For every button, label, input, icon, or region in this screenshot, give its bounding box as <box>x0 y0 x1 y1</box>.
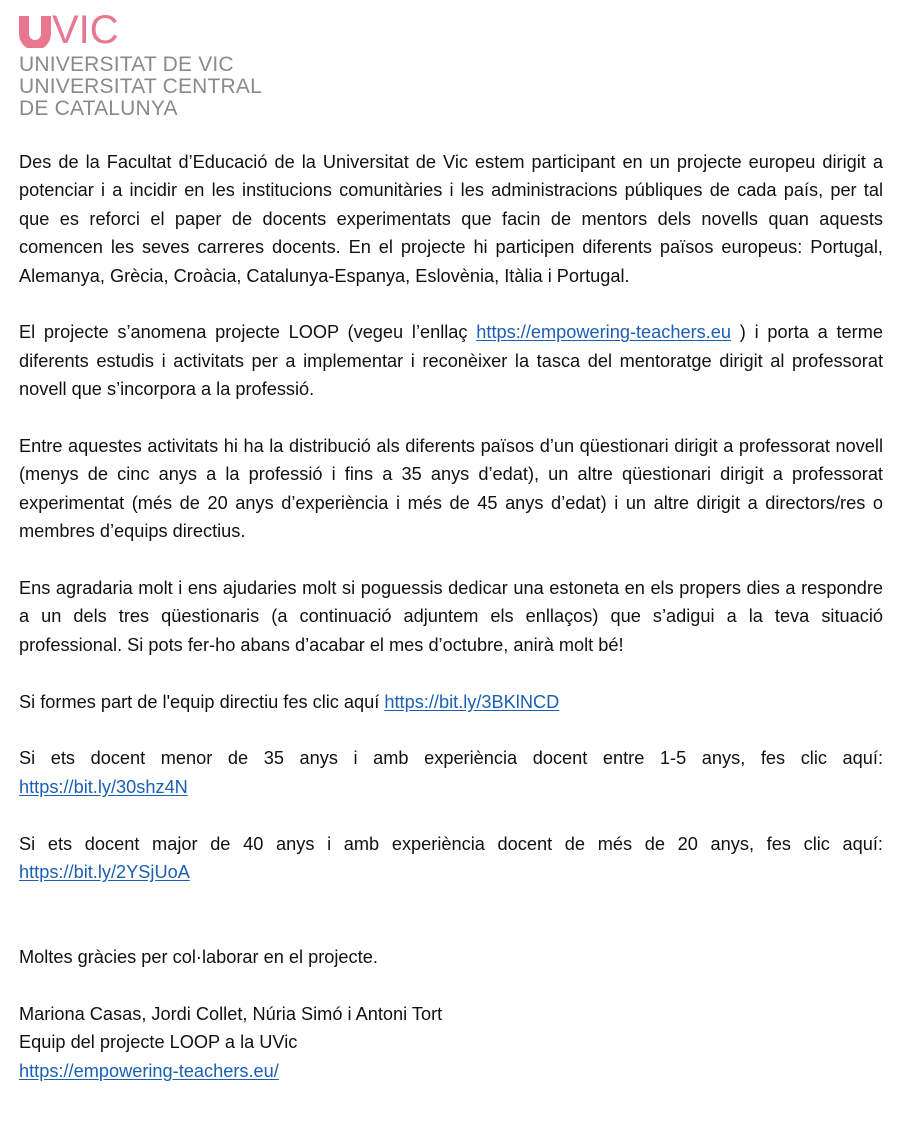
logo-line-2: UNIVERSITAT CENTRAL <box>19 75 263 98</box>
logo-brand-text: VIC <box>52 8 119 52</box>
paragraph-novice <box>19 744 883 801</box>
directors-text: Si formes part de l'equip directiu fes clic aquí <box>19 691 385 712</box>
u-logo-icon <box>19 16 51 48</box>
experienced-survey-link[interactable]: https://bit.ly/2YSjUoA <box>19 862 190 883</box>
experienced-text: Si ets docent major de 40 anys i amb experiència docent de més de 20 anys, fes clic aquí: <box>19 833 883 854</box>
paragraph-project-text-after: ) i porta a terme diferents estudis i activitats per a implementar i reconèixer la tasca del mentoratge dirigit al professorat novell que s’incorpora a la professió. <box>19 322 883 400</box>
letter-body <box>19 148 883 1085</box>
logo-subtitle <box>19 54 339 120</box>
paragraph-project-text-before: El projecte s’anomena projecte LOOP (vegeu l’enllaç <box>19 322 477 343</box>
paragraph-activities: Entre aquestes activitats hi ha la distribució als diferents països d’un qüestionari dirigit a professorat novell (menys de cinc anys a la professió i fins a 35 anys d’edat), un altre qüestionari dirigit a professorat experimentat (més de 20 anys d’experiència i més de 45 anys d’edat) i un altre dirigit a directors/res o membres d’equips directius. <box>19 436 883 542</box>
novice-survey-link[interactable]: https://bit.ly/30shz4N <box>19 776 188 797</box>
spacer <box>19 915 883 943</box>
signature-link-line <box>19 1057 883 1085</box>
paragraph-project <box>19 318 883 403</box>
project-link[interactable]: https://empowering-teachers.eu <box>476 322 732 343</box>
paragraph-directors <box>19 688 883 716</box>
novice-text: Si ets docent menor de 35 anys i amb experiència docent entre 1-5 anys, fes clic aquí: <box>19 748 883 769</box>
signature-names: Mariona Casas, Jordi Collet, Núria Simó i Antoni Tort <box>19 1004 443 1025</box>
signature-team: Equip del projecte LOOP a la UVic <box>19 1032 298 1053</box>
thanks-line: Moltes gràcies per col·laborar en el projecte. <box>19 947 378 968</box>
paragraph-request: Ens agradaria molt i ens ajudaries molt si poguessis dedicar una estoneta en els propers dies a respondre a un dels tres qüestionaris (a continuació adjuntem els enllaços) que s’adigui a la teva situació professional. Si pots fer-ho abans d’acabar el mes d’octubre, anirà molt bé! <box>19 578 883 655</box>
logo-line-3: DE CATALUNYA <box>19 97 178 120</box>
paragraph-experienced <box>19 830 883 887</box>
paragraph-intro: Des de la Facultat d’Educació de la Universitat de Vic estem participant en un projecte europeu dirigit a potenciar i a incidir en les institucions comunitàries i les administracions públiques de cada país, per tal que es reforci el paper de docents experimentats que facin de mentors dels novells quan aquests comencen les seves carreres docents. En el projecte hi participen diferents països europeus: Portugal, Alemanya, Grècia, Croàcia, Catalunya-Espanya, Eslovènia, Itàlia i Portugal. <box>19 152 883 286</box>
logo-line-1: UNIVERSITAT DE VIC <box>19 53 234 76</box>
directors-survey-link[interactable]: https://bit.ly/3BKlNCD <box>384 691 560 712</box>
uvic-logo <box>19 10 339 120</box>
signature-project-link[interactable]: https://empowering-teachers.eu/ <box>19 1060 279 1081</box>
logo-mark <box>19 10 339 50</box>
